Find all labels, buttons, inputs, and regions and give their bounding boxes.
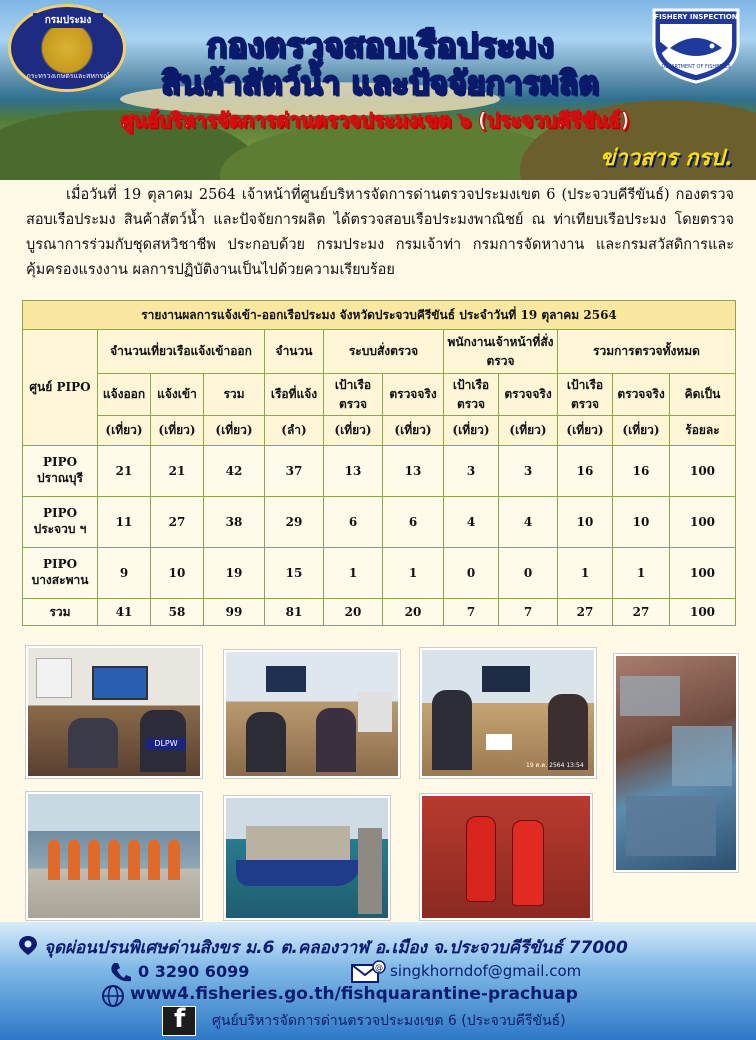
row-name-line2: บางสะพาน (31, 572, 89, 587)
person-shape (548, 694, 588, 770)
row-name-line2: ปราณบุรี (37, 470, 83, 485)
fire-extinguisher-icon (466, 816, 496, 902)
facebook-icon: f (162, 1006, 196, 1036)
person-shape (316, 708, 356, 772)
cell: 21 (98, 446, 151, 497)
banner-title-line3: ศูนย์บริหารจัดการด่านตรวจประมงเขต ๖ (ประจวบคีรีขันธ์) (120, 108, 630, 132)
person-shape (168, 840, 180, 880)
photo-datestamp: 19 ต.ค. 2564 13:54 (526, 762, 584, 769)
header-sys-actual: ตรวจจริง (383, 374, 444, 416)
header-sum: รวม (204, 374, 265, 416)
table-total-row (23, 599, 736, 626)
target-line1: เป้าเรือ (452, 377, 490, 392)
cell: 27 (613, 599, 670, 626)
photo-fire-extinguishers (420, 794, 592, 920)
cell: 13 (383, 446, 444, 497)
cell: 0 (499, 548, 558, 599)
logo-text-top: FISHERY INSPECTION (654, 13, 738, 21)
fire-extinguisher-icon (512, 820, 544, 906)
boat-hull-shape (236, 860, 362, 886)
cell: 0 (444, 548, 499, 599)
header-out: แจ้งออก (98, 374, 151, 416)
chart-board-shape (358, 692, 392, 732)
unit-boat: (ลำ) (265, 416, 324, 446)
footer-facebook[interactable]: ศูนย์บริหารจัดการด่านตรวจประมงเขต 6 (ประจวบคีรีขันธ์) (212, 1013, 566, 1029)
unit-trip: (เที่ยว) (204, 416, 265, 446)
cell: 19 (204, 548, 265, 599)
header-boats: เรือที่แจ้ง (265, 374, 324, 416)
cell: 16 (613, 446, 670, 497)
cell: 6 (383, 497, 444, 548)
cell: 1 (383, 548, 444, 599)
logo-text-bottom: DEPARTMENT OF FISHERIES (661, 64, 731, 70)
row-center (23, 446, 98, 497)
person-shape (68, 840, 80, 880)
header-group-notify: จำนวนเที่ยวเรือแจ้งเข้าออก (98, 330, 265, 374)
cell: 99 (204, 599, 265, 626)
cell: 4 (499, 497, 558, 548)
cell: 100 (670, 599, 736, 626)
crate-shape (626, 796, 716, 856)
cell: 16 (558, 446, 613, 497)
fish-shape (672, 726, 732, 786)
pipo-report-table (22, 300, 736, 626)
crew-group (48, 840, 188, 884)
header-tot-actual: ตรวจจริง (613, 374, 670, 416)
cell: 11 (98, 497, 151, 548)
person-shape (148, 840, 160, 880)
cell: 9 (98, 548, 151, 599)
header-in: แจ้งเข้า (151, 374, 204, 416)
unit-trip: (เที่ยว) (558, 416, 613, 446)
header-sys-target (324, 374, 383, 416)
svg-text:@: @ (375, 963, 383, 972)
photo-meeting-room-1 (26, 646, 202, 778)
banner-title-line2: สินค้าสัตว์น้ำ และปัจจัยการผลิต (161, 64, 599, 102)
cell: 27 (558, 599, 613, 626)
cell: 7 (499, 599, 558, 626)
unit-trip: (เที่ยว) (98, 416, 151, 446)
footer-phone: 0 3290 6099 (138, 962, 250, 981)
header-center: ศูนย์ PIPO (23, 330, 98, 446)
cell: 1 (324, 548, 383, 599)
cell: 1 (613, 548, 670, 599)
target-line2: ตรวจ (456, 396, 485, 411)
cell: 10 (558, 497, 613, 548)
logo-subtext: กระทรวงเกษตรและสหกรณ์ (26, 72, 110, 80)
header-group-total: รวมการตรวจทั้งหมด (558, 330, 736, 374)
cell: 100 (670, 548, 736, 599)
footer-email[interactable]: singkhorndof@gmail.com (390, 962, 582, 980)
cell: 3 (499, 446, 558, 497)
table-caption: รายงานผลการแจ้งเข้า-ออกเรือประมง จังหวัดประจวบคีรีขันธ์ ประจำวันที่ 19 ตุลาคม 2564 (23, 301, 736, 330)
header-group-officer: พนักงานเจ้าหน้าที่สั่งตรวจ (444, 330, 558, 374)
cell: 21 (151, 446, 204, 497)
cell: 38 (204, 497, 265, 548)
cell: 10 (151, 548, 204, 599)
row-name-line1: PIPO (42, 454, 78, 469)
cell: 3 (444, 446, 499, 497)
row-name-line2: ประจวบ ฯ (33, 521, 87, 536)
location-icon (14, 934, 42, 956)
cell: 42 (204, 446, 265, 497)
cell: 29 (265, 497, 324, 548)
cell: 37 (265, 446, 324, 497)
fishery-inspection-logo (646, 4, 746, 84)
unit-trip: (เที่ยว) (499, 416, 558, 446)
cell: 81 (265, 599, 324, 626)
globe-icon (100, 984, 126, 1008)
cell: 20 (324, 599, 383, 626)
target-line1: เป้าเรือ (566, 377, 604, 392)
department-of-fisheries-logo (8, 4, 126, 92)
row-name-line1: PIPO (42, 505, 78, 520)
table-row (23, 548, 736, 599)
unit-trip: (เที่ยว) (613, 416, 670, 446)
unit-trip: (เที่ยว) (444, 416, 499, 446)
person-shape (88, 840, 100, 880)
cell: 58 (151, 599, 204, 626)
window-shape (36, 658, 72, 698)
email-icon (350, 960, 386, 984)
photo-meeting-room-2 (224, 650, 400, 778)
header-tot-target (558, 374, 613, 416)
logo-text: กรมประมง (33, 13, 103, 28)
pier-shape (358, 828, 382, 914)
cell: 7 (444, 599, 499, 626)
document-shape (486, 734, 512, 750)
cell: 1 (558, 548, 613, 599)
tv-screen-shape (92, 666, 148, 700)
total-label: รวม (23, 599, 98, 626)
cell: 15 (265, 548, 324, 599)
header-group-system: ระบบสั่งตรวจ (324, 330, 444, 374)
news-tag: ข่าวสาร กรป. (600, 145, 732, 171)
cell: 100 (670, 497, 736, 548)
monitor-shape (266, 666, 306, 692)
person-shape (128, 840, 140, 880)
cell: 100 (670, 446, 736, 497)
vest-sign: DLPW (146, 738, 186, 750)
table-row (23, 497, 736, 548)
photo-fish-storage (614, 654, 738, 872)
photo-crew-lineup (26, 792, 202, 920)
footer-website[interactable]: www4.fisheries.go.th/fishquarantine-prachuap (130, 984, 578, 1004)
cell: 13 (324, 446, 383, 497)
target-line2: ตรวจ (570, 396, 599, 411)
cell: 6 (324, 497, 383, 548)
target-line1: เป้าเรือ (334, 377, 372, 392)
header-group-count: จำนวน (265, 330, 324, 374)
cell: 10 (613, 497, 670, 548)
cell: 41 (98, 599, 151, 626)
header-pct: คิดเป็น (670, 374, 736, 416)
header-banner (0, 0, 756, 180)
unit-trip: (เที่ยว) (383, 416, 444, 446)
header-off-target (444, 374, 499, 416)
unit-trip: (เที่ยว) (151, 416, 204, 446)
photo-fishing-boat (224, 796, 390, 920)
photo-meeting-room-3 (420, 648, 596, 778)
banner-title-line1: กองตรวจสอบเรือประมง (206, 26, 554, 66)
contact-footer (0, 922, 756, 1040)
person-shape (48, 840, 60, 880)
paragraph-text: เมื่อวันที่ 19 ตุลาคม 2564 เจ้าหน้าที่ศูนย์บริหารจัดการด่านตรวจประมงเขต 6 (ประจวบคีรีขันธ์) กองตรวจสอบเรือประมง สินค้าสัตว์น้ำ และปัจจัยการผลิต ได้ตรวจสอบเรือประมงพาณิชย์ ณ ท่าเทียบเรือประมง โดยตรวจบูรณาการร่วมกับชุดสหวิชาชีพ ประกอบด้วย กรมประมง กรมเจ้าท่า กรมการจัดหางาน และกรมสวัสดิการและคุ้มครองแรงงาน ผลการปฏิบัติงานเป็นไปด้วยความเรียบร้อย (26, 187, 734, 278)
news-paragraph (26, 183, 734, 283)
person-shape (432, 690, 472, 770)
cell: 27 (151, 497, 204, 548)
table-row (23, 446, 736, 497)
fish-shape (620, 676, 680, 716)
target-line2: ตรวจ (338, 396, 367, 411)
cell: 4 (444, 497, 499, 548)
row-center (23, 548, 98, 599)
monitor-shape (482, 666, 530, 692)
person-shape (246, 712, 286, 772)
row-center (23, 497, 98, 548)
person-shape (68, 718, 118, 768)
cell: 20 (383, 599, 444, 626)
header-off-actual: ตรวจจริง (499, 374, 558, 416)
phone-icon (108, 960, 134, 984)
header-pct-2: ร้อยละ (670, 416, 736, 446)
unit-trip: (เที่ยว) (324, 416, 383, 446)
person-shape (108, 840, 120, 880)
footer-address: จุดผ่อนปรนพิเศษด่านสิงขร ม.6 ต.คลองวาฬ อ.เมือง จ.ประจวบคีรีขันธ์ 77000 (44, 938, 628, 958)
row-name-line1: PIPO (42, 556, 78, 571)
